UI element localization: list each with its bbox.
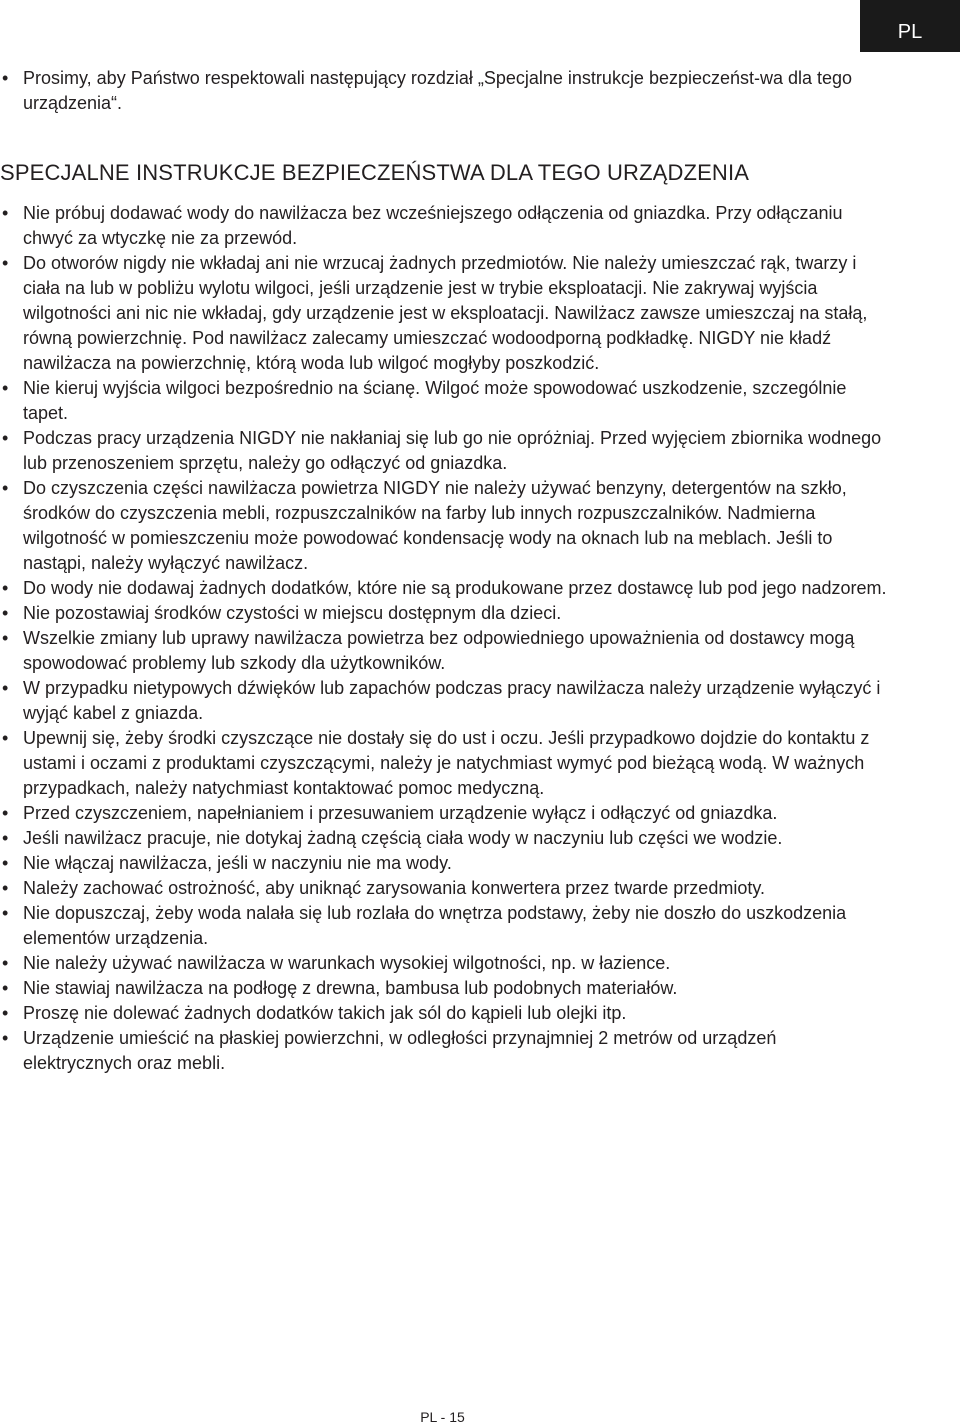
list-item: • Nie dopuszczaj, żeby woda nalała się lub rozlała do wnętrza podstawy, żeby nie doszło do uszkodzenia elementów urządzenia. [0, 901, 890, 951]
intro-item: • Prosimy, aby Państwo respektowali następujący rozdział „Specjalne instrukcje bezpieczeńst-wa dla tego urządzenia“. [0, 66, 890, 116]
list-item: • Upewnij się, żeby środki czyszczące nie dostały się do ust i oczu. Jeśli przypadkowo dojdzie do kontaktu z ustami i oczami z produktami czyszczącymi, należy je natychmiast wymyć pod bieżącą wodą. W ważnych przypadkach, należy natychmiast kontaktować pomoc medyczną. [0, 726, 890, 801]
list-item: • Należy zachować ostrożność, aby uniknąć zarysowania konwertera przez twarde przedmioty. [0, 876, 890, 901]
list-item: • Przed czyszczeniem, napełnianiem i przesuwaniem urządzenie wyłącz i odłączyć od gniazdka. [0, 801, 890, 826]
section-title: SPECJALNE INSTRUKCJE BEZPIECZEŃSTWA DLA TEGO URZĄDZENIA [0, 160, 750, 185]
list-item: • Nie próbuj dodawać wody do nawilżacza bez wcześniejszego odłączenia od gniazdka. Przy odłączaniu chwyć za wtyczkę nie za przewód. [0, 201, 890, 251]
list-item: • Nie włączaj nawilżacza, jeśli w naczyniu nie ma wody. [0, 851, 890, 876]
list-item: • Podczas pracy urządzenia NIGDY nie nakłaniaj się lub go nie opróżniaj. Przed wyjęciem zbiornika wodnego lub przenoszeniem sprzętu, należy go odłączyć od gniazdka. [0, 426, 890, 476]
list-item: • W przypadku nietypowych dźwięków lub zapachów podczas pracy nawilżacza należy urządzenie wyłączyć i wyjąć kabel z gniazda. [0, 676, 890, 726]
list-item: • Wszelkie zmiany lub uprawy nawilżacza powietrza bez odpowiedniego upoważnienia od dostawcy mogą spowodować problemy lub szkody dla użytkowników. [0, 626, 890, 676]
language-tab: PL [860, 0, 960, 52]
list-item: • Nie pozostawiaj środków czystości w miejscu dostępnym dla dzieci. [0, 601, 890, 626]
intro-list [0, 66, 890, 116]
list-item: • Do wody nie dodawaj żadnych dodatków, które nie są produkowane przez dostawcę lub pod jego nadzorem. [0, 576, 890, 601]
list-item: • Nie należy używać nawilżacza w warunkach wysokiej wilgotności, np. w łazience. [0, 951, 890, 976]
list-item: • Jeśli nawilżacz pracuje, nie dotykaj żadną częścią ciała wody w naczyniu lub części we wodzie. [0, 826, 890, 851]
page-number: PL - 15 [420, 1409, 465, 1425]
list-item: • Proszę nie dolewać żadnych dodatków takich jak sól do kąpieli lub olejki itp. [0, 1001, 890, 1026]
list-item: • Do otworów nigdy nie wkładaj ani nie wrzucaj żadnych przedmiotów. Nie należy umieszczać rąk, twarzy i ciała na lub w pobliżu wylotu wilgoci, jeśli urządzenie jest w trybie eksploatacji. Nie zakrywaj wyjścia wilgotności ani nic nie wkładaj, gdy urządzenie jest w eksploatacji. Nawilżacz zawsze umieszczaj na stałą, równą powierzchnię. Pod nawilżacz zalecamy umieszczać wodoodporną podkładkę. NIGDY nie kładź nawilżacza na powierzchnię, którą woda lub wilgoć mogłyby poszkodzić. [0, 251, 890, 376]
document-body [0, 66, 890, 1076]
list-item: • Nie stawiaj nawilżacza na podłogę z drewna, bambusa lub podobnych materiałów. [0, 976, 890, 1001]
safety-instructions-list [0, 201, 890, 1076]
list-item: • Urządzenie umieścić na płaskiej powierzchni, w odległości przynajmniej 2 metrów od urządzeń elektrycznych oraz mebli. [0, 1026, 890, 1076]
list-item: • Nie kieruj wyjścia wilgoci bezpośrednio na ścianę. Wilgoć może spowodować uszkodzenie, szczególnie tapet. [0, 376, 890, 426]
list-item: • Do czyszczenia części nawilżacza powietrza NIGDY nie należy używać benzyny, detergentów na szkło, środków do czyszczenia mebli, rozpuszczalników na farby lub innych rozpuszczalników. Nadmierna wilgotność w pomieszczeniu może powodować kondensację wody na oknach lub na meblach. Jeśli to nastąpi, należy wyłączyć nawilżacz. [0, 476, 890, 576]
